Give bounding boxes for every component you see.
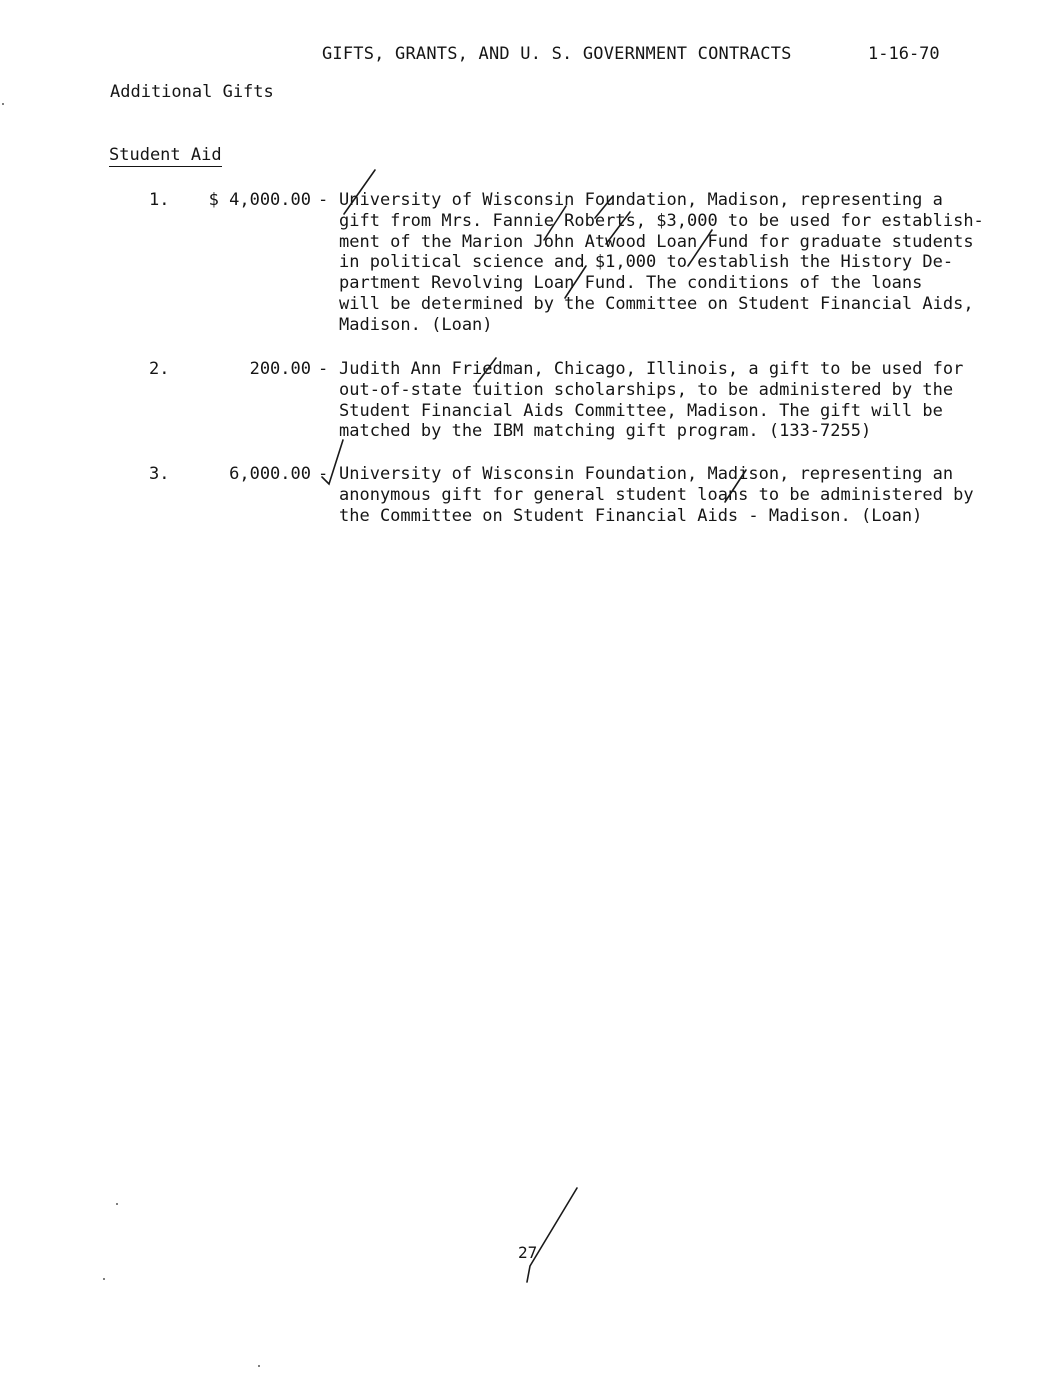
entry-number: 2.: [149, 359, 170, 379]
subsection-title: Student Aid: [109, 145, 222, 165]
entry-description: [339, 464, 1009, 526]
entry-description: [339, 359, 1009, 442]
entry-description-line: matched by the IBM matching gift program. (133-7255): [339, 421, 872, 442]
section-title: Additional Gifts: [110, 82, 274, 102]
paper-speck: [258, 1365, 260, 1367]
paper-speck: [103, 1278, 105, 1280]
entry-description-line: in political science and $1,000 to establish the History De-: [339, 252, 954, 273]
entry-amount: 6,000.00: [229, 464, 311, 484]
check-mark: [527, 1188, 577, 1282]
entry-amount: $ 4,000.00: [208, 190, 311, 210]
entry-amount: 200.00: [249, 359, 311, 379]
entry-dash: -: [318, 359, 329, 379]
entry-description: [339, 190, 1009, 336]
entry-description-line: Madison. (Loan): [339, 314, 493, 335]
document-date: 1-16-70: [868, 44, 940, 64]
entry-description-line: Student Financial Aids Committee, Madison. The gift will be: [339, 400, 943, 421]
entry-description-line: will be determined by the Committee on Student Financial Aids,: [339, 293, 974, 314]
entry-description-line: University of Wisconsin Foundation, Madison, representing an: [339, 464, 954, 484]
entry-description-line: Judith Ann Friedman, Chicago, Illinois, a gift to be used for: [339, 359, 964, 379]
entry-description-line: University of Wisconsin Foundation, Madison, representing a: [339, 190, 943, 210]
entry-dash: -: [318, 190, 329, 210]
entry-number: 3.: [149, 464, 170, 484]
document-header-title: GIFTS, GRANTS, AND U. S. GOVERNMENT CONTRACTS: [322, 44, 792, 64]
paper-speck: [116, 1203, 118, 1205]
entry-dash: -: [318, 464, 329, 484]
entry-number: 1.: [149, 190, 170, 210]
page-number: 27: [518, 1243, 538, 1262]
entry-description-line: the Committee on Student Financial Aids - Madison. (Loan): [339, 505, 923, 526]
paper-speck: [2, 103, 4, 105]
entry-description-line: partment Revolving Loan Fund. The conditions of the loans: [339, 273, 923, 294]
entry-description-line: gift from Mrs. Fannie Roberts, $3,000 to be used for establish-: [339, 210, 984, 231]
entry-description-line: anonymous gift for general student loans to be administered by: [339, 484, 974, 505]
entry-description-line: ment of the Marion John Atwood Loan Fund for graduate students: [339, 231, 974, 252]
entry-description-line: out-of-state tuition scholarships, to be administered by the: [339, 379, 954, 400]
